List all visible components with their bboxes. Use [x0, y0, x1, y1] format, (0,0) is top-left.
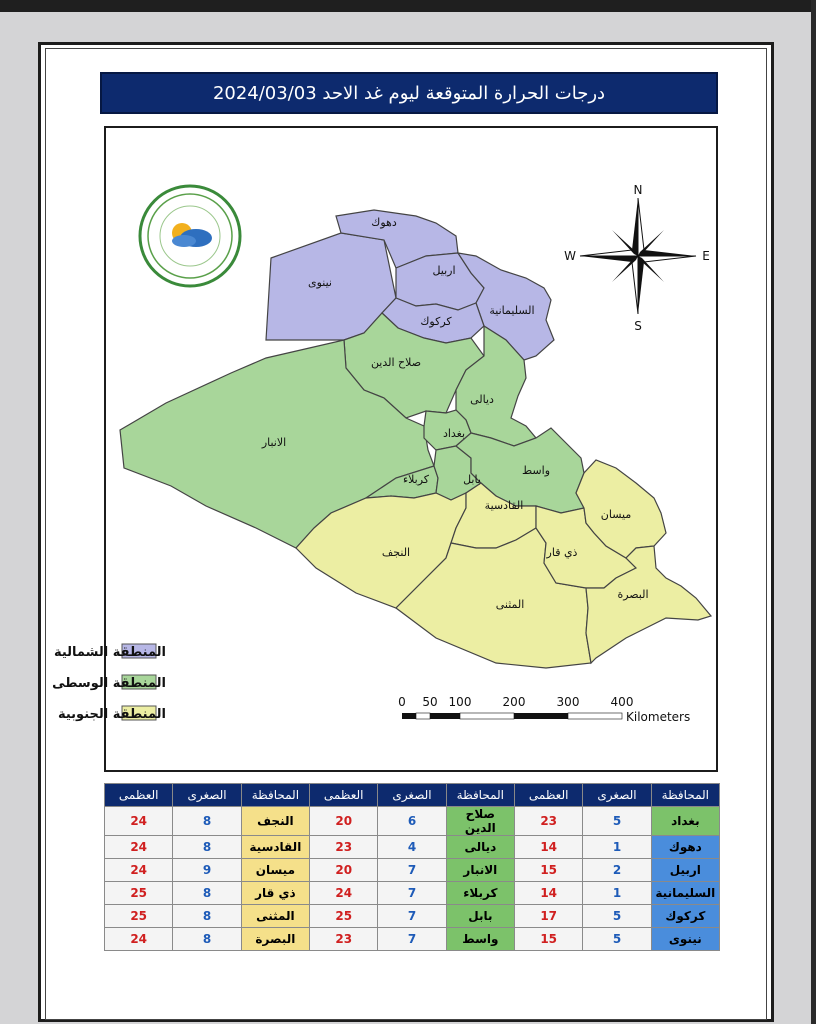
page-title: درجات الحرارة المتوقعة ليوم غد الاحد 2024/03/03: [100, 72, 718, 114]
table-header-row: [105, 784, 720, 807]
cell-min: 5: [583, 928, 651, 951]
cell-max: 20: [310, 807, 378, 836]
scale-tick-200: 200: [502, 695, 526, 709]
top-dark-strip: [0, 0, 816, 12]
compass-n: N: [633, 183, 643, 197]
cell-min: 6: [378, 807, 446, 836]
cell-min: 5: [583, 905, 651, 928]
label-wasit: واسط: [521, 464, 551, 477]
header-max: العظمى: [515, 784, 583, 807]
cell-max: 24: [105, 836, 173, 859]
meteorological-logo: [140, 186, 240, 286]
cell-min: 7: [378, 882, 446, 905]
scale-tick-400: 400: [610, 695, 634, 709]
scale-tick-300: 300: [556, 695, 580, 709]
header-min: الصغرى: [378, 784, 446, 807]
label-kirkuk: كركوك: [420, 315, 452, 328]
header-min: الصغرى: [173, 784, 241, 807]
label-najaf: النجف: [381, 546, 411, 559]
label-qadisiyah: القادسية: [484, 499, 524, 512]
header-max: العظمى: [310, 784, 378, 807]
scale-bar: [398, 695, 690, 724]
cell-max: 24: [105, 807, 173, 836]
label-nineveh: نينوى: [308, 276, 332, 289]
compass-rose-icon: [564, 183, 710, 333]
label-erbil: اربيل: [432, 264, 456, 277]
header-governorate: المحافظة: [651, 784, 719, 807]
map-legend: [52, 644, 166, 722]
cell-max: 17: [515, 905, 583, 928]
cell-governorate: بغداد: [651, 807, 719, 836]
cell-min: 8: [173, 807, 241, 836]
cell-min: 8: [173, 836, 241, 859]
cell-governorate: بابل: [446, 905, 514, 928]
cell-governorate: النجف: [241, 807, 309, 836]
compass-w: W: [564, 249, 576, 263]
cell-governorate: الانبار: [446, 859, 514, 882]
cell-governorate: السليمانية: [651, 882, 719, 905]
table-row: [105, 928, 720, 951]
cell-max: 24: [105, 859, 173, 882]
header-governorate: المحافظة: [241, 784, 309, 807]
label-dhiqar: ذي قار: [546, 546, 578, 559]
label-basra: البصرة: [617, 588, 649, 601]
cell-min: 9: [173, 859, 241, 882]
cell-max: 14: [515, 882, 583, 905]
label-muthanna: المثنى: [495, 598, 525, 611]
header-max: العظمى: [105, 784, 173, 807]
cell-min: 7: [378, 859, 446, 882]
label-diyala: ديالى: [470, 393, 494, 406]
legend-north-label: المنطقة الشمالية: [53, 645, 166, 660]
legend-south-label: المنطقة الجنوبية: [57, 707, 166, 722]
table-row: [105, 807, 720, 836]
cell-max: 14: [515, 836, 583, 859]
cell-max: 25: [105, 905, 173, 928]
cell-max: 15: [515, 928, 583, 951]
table-row: [105, 882, 720, 905]
scale-tick-100: 100: [448, 695, 472, 709]
label-sulaymaniyah: السليمانية: [489, 304, 535, 317]
cell-governorate: واسط: [446, 928, 514, 951]
table-row: [105, 905, 720, 928]
cell-governorate: القادسية: [241, 836, 309, 859]
cell-min: 7: [378, 928, 446, 951]
label-karbala: كربلاء: [402, 473, 430, 486]
table-row: [105, 836, 720, 859]
cell-governorate: البصرة: [241, 928, 309, 951]
legend-central-label: المنطقة الوسطى: [52, 676, 166, 691]
cell-max: 20: [310, 859, 378, 882]
cell-governorate: كركوك: [651, 905, 719, 928]
iraq-map: [52, 128, 716, 770]
cell-min: 8: [173, 905, 241, 928]
cell-max: 24: [310, 882, 378, 905]
cell-min: 2: [583, 859, 651, 882]
header-governorate: المحافظة: [446, 784, 514, 807]
scale-tick-0: 0: [398, 695, 406, 709]
cell-governorate: ميسان: [241, 859, 309, 882]
label-salahaddin: صلاح الدين: [370, 356, 422, 369]
cell-min: 4: [378, 836, 446, 859]
table-row: [105, 859, 720, 882]
label-babil: بابل: [463, 473, 481, 486]
cell-governorate: ذي قار: [241, 882, 309, 905]
right-dark-strip: [811, 0, 816, 1024]
map-panel: [52, 126, 718, 772]
cell-max: 25: [105, 882, 173, 905]
cell-min: 1: [583, 882, 651, 905]
header-min: الصغرى: [583, 784, 651, 807]
cell-max: 23: [515, 807, 583, 836]
cell-min: 1: [583, 836, 651, 859]
cell-governorate: صلاح الدين: [446, 807, 514, 836]
cell-min: 8: [173, 882, 241, 905]
cell-max: 23: [310, 928, 378, 951]
cell-governorate: المثنى: [241, 905, 309, 928]
temperature-table: [104, 783, 720, 951]
label-duhok: دهوك: [371, 216, 397, 229]
compass-e: E: [702, 249, 710, 263]
cell-governorate: ديالى: [446, 836, 514, 859]
cell-governorate: اربيل: [651, 859, 719, 882]
compass-s: S: [634, 319, 642, 333]
cell-governorate: دهوك: [651, 836, 719, 859]
cell-governorate: نينوى: [651, 928, 719, 951]
cell-max: 15: [515, 859, 583, 882]
label-baghdad: بغداد: [442, 427, 466, 440]
cell-max: 23: [310, 836, 378, 859]
scale-unit: Kilometers: [626, 710, 691, 724]
cell-min: 8: [173, 928, 241, 951]
scale-tick-50: 50: [422, 695, 438, 709]
label-maysan: ميسان: [600, 508, 632, 521]
cell-min: 7: [378, 905, 446, 928]
cell-min: 5: [583, 807, 651, 836]
cell-max: 25: [310, 905, 378, 928]
cell-governorate: كربلاء: [446, 882, 514, 905]
label-anbar: الانبار: [261, 436, 287, 449]
cell-max: 24: [105, 928, 173, 951]
